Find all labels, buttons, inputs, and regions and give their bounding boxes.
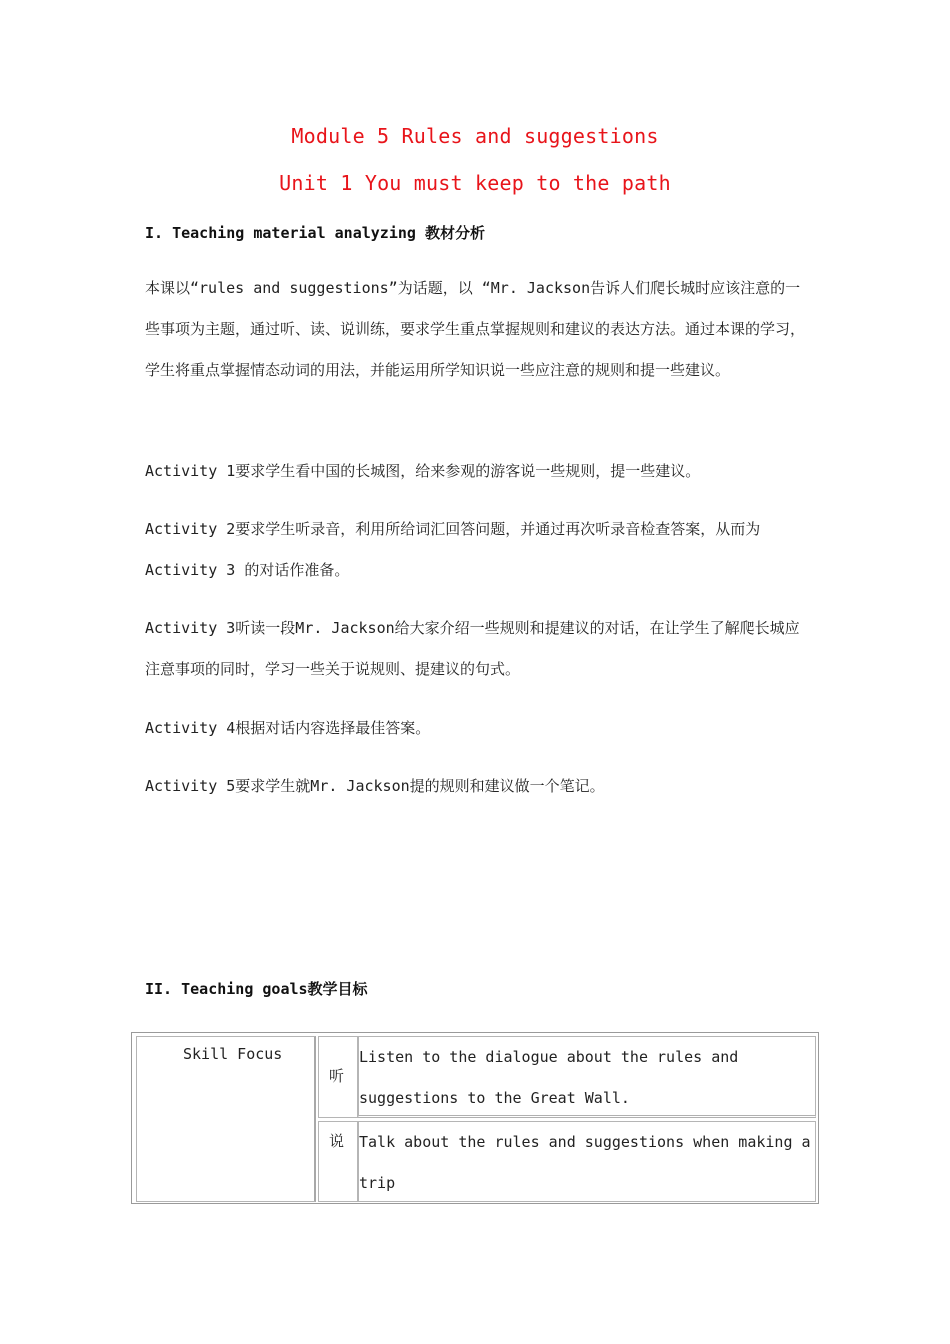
teaching-goals-table — [131, 1032, 819, 1204]
activity1-paragraph: Activity 1要求学生看中国的长城图，给来参观的游客说一些规则，提一些建议。 — [145, 462, 701, 480]
skill-key-cell — [318, 1121, 358, 1202]
skill-key-cell — [318, 1036, 358, 1118]
skill-focus-label: Skill Focus — [183, 1045, 283, 1063]
section1-heading: I. Teaching material analyzing 教材分析 — [145, 224, 485, 242]
module-title: Module 5 Rules and suggestions — [291, 124, 659, 148]
skill-key-speak: 说 — [329, 1132, 345, 1150]
skill-key-listen: 听 — [329, 1067, 345, 1085]
skill-content-speak: Talk about the rules and suggestions when making a trip — [359, 1133, 811, 1192]
activity5-paragraph: Activity 5要求学生就Mr. Jackson提的规则和建议做一个笔记。 — [145, 777, 605, 795]
unit-title: Unit 1 You must keep to the path — [279, 171, 671, 195]
section2-heading: II. Teaching goals教学目标 — [145, 980, 368, 998]
activity2-paragraph: Activity 2要求学生听录音，利用所给词汇回答问题，并通过再次听录音检查答案，从而为Activity 3 的对话作准备。 — [145, 520, 761, 579]
activity4-paragraph: Activity 4根据对话内容选择最佳答案。 — [145, 719, 431, 737]
intro-paragraph: 本课以“rules and suggestions”为话题，以 “Mr. Jackson告诉人们爬长城时应该注意的一些事项为主题，通过听、读、说训练，要求学生重点掌握规则和建议的表达方法。通过本课的学习，学生将重点掌握情态动词的用法，并能运用所学知识说一些应注意的规则和提一些建议。 — [145, 279, 806, 379]
skill-content-cell — [358, 1036, 816, 1118]
activity3-paragraph: Activity 3听读一段Mr. Jackson给大家介绍一些规则和提建议的对话，在让学生了解爬长城应注意事项的同时，学习一些关于说规则、提建议的句式。 — [145, 619, 800, 678]
skill-content-listen: Listen to the dialogue about the rules and suggestions to the Great Wall. — [359, 1048, 739, 1107]
skill-content-cell — [358, 1121, 816, 1202]
skill-focus-cell — [136, 1036, 316, 1202]
